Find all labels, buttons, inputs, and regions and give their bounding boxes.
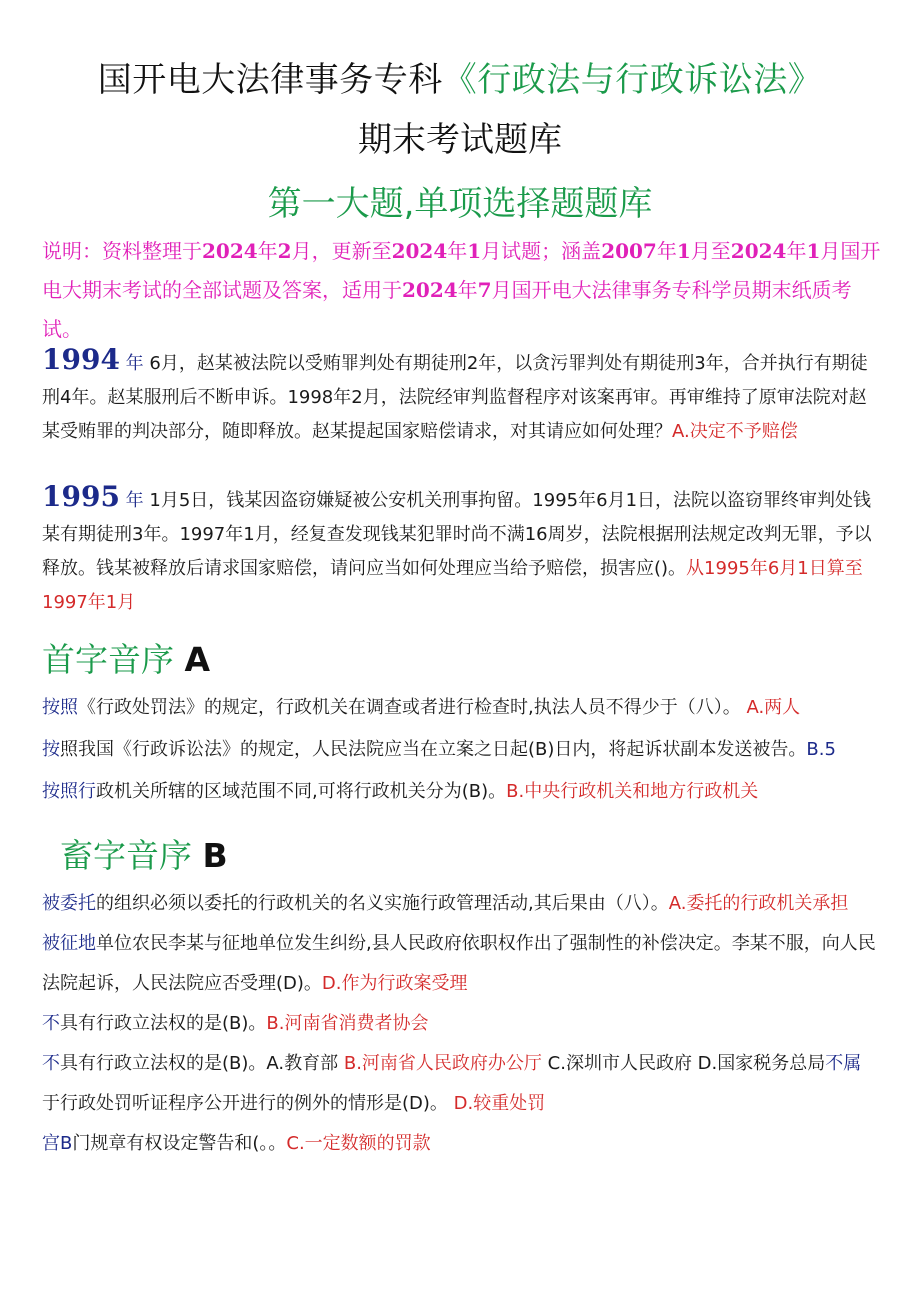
list-item: 被征地单位农民李某与征地单位发生纠纷,县人民政府依职权作出了强制性的补偿决定。李某不服，向人民法院起诉，人民法院应否受理(D)。D.作为行政案受理 xyxy=(42,933,876,994)
question-answer: 从1995年6月1日算至1997年1月 xyxy=(42,558,863,613)
document-subtitle: 期末考试题库 xyxy=(358,120,562,160)
list-item: 于行政处罚听证程序公开进行的例外的情形是(D)。 D.较重处罚 xyxy=(42,1093,546,1114)
list-item: 被委托的组织必须以委托的行政机关的名义实施行政管理活动,其后果由（八）。A.委托的行政机关承担 xyxy=(42,893,849,914)
list-item: 按照行政机关所辖的区域范围不同,可将行政机关分为(B)。B.中央行政机关和地方行政机关 xyxy=(42,781,759,802)
question-text: 1月5日，钱某因盗窃嫌疑被公安机关刑事拘留。1995年6月1日，法院以盗窃罪终审判处钱某有期徒刑3年。1997年1月，经复查发现钱某犯罪时尚不满16周岁，法院根据刑法规定改判无罪，予以释放。钱某被释放后请求国家赔偿，请问应当如何处理应当给予赔偿，损害应()。 xyxy=(42,490,872,579)
list-item: 按照我国《行政诉讼法》的规定，人民法院应当在立案之日起(B)日内，将起诉状副本发送被告。B.5 xyxy=(42,739,836,760)
list-item: 按照《行政处罚法》的规定，行政机关在调查或者进行检查时,执法人员不得少于（八）。 A.两人 xyxy=(42,697,801,718)
question-1995: 1995 年 1月5日，钱某因盗窃嫌疑被公安机关刑事拘留。1995年6月1日，法院以盗窃罪终审判处钱某有期徒刑3年。1997年1月，经复查发现钱某犯罪时尚不满16周岁，法院根据刑法规定改判无罪，予以释放。钱某被释放后请求国家赔偿，请问应当如何处理应当给予赔偿，损害应()。从1995年6月1日算至1997年1月 xyxy=(42,480,872,613)
question-year: 1995 xyxy=(42,480,120,513)
question-year: 1994 xyxy=(42,343,120,376)
question-text: 6月，赵某被法院以受贿罪判处有期徒刑2年，以贪污罪判处有期徒刑3年，合并执行有期徒刑4年。赵某服刑后不断申诉。1998年2月，法院经审判监督程序对该案再审。再审维持了原审法院对赵某受贿罪的判决部分，随即释放。赵某提起国家赔偿请求，对其请应如何处理？ xyxy=(42,353,868,442)
letter-heading-a: 首字音序 A xyxy=(42,640,211,679)
list-item: 宫B门规章有权设定警告和(。。C.一定数额的罚款 xyxy=(42,1133,431,1154)
title-prefix: 国开电大法律事务专科 xyxy=(97,60,443,100)
list-item: 不具有行政立法权的是(B)。A.教育部 B.河南省人民政府办公厅 C.深圳市人民政府 D.国家税务总局不属 xyxy=(42,1053,862,1074)
question-answer: A.决定不予赔偿 xyxy=(672,421,798,442)
question-1994: 1994 年 6月，赵某被法院以受贿罪判处有期徒刑2年，以贪污罪判处有期徒刑3年，合并执行有期徒刑4年。赵某服刑后不断申诉。1998年2月，法院经审判监督程序对该案再审。再审维持了原审法院对赵某受贿罪的判决部分，随即释放。赵某提起国家赔偿请求，对其请应如何处理？A.决定不予赔偿 xyxy=(42,343,868,442)
list-item: 不具有行政立法权的是(B)。B.河南省消费者协会 xyxy=(42,1013,429,1034)
title-course: 《行政法与行政诉讼法》 xyxy=(442,60,823,100)
document-title xyxy=(0,52,920,101)
section-title: 第一大题,单项选择题题库 xyxy=(267,184,653,224)
explanation-note: 说明：资料整理于2024年2月，更新至2024年1月试题；涵盖2007年1月至2024年1月国开电大期末考试的全部试题及答案，适用于2024年7月国开电大法律事务专科学员期末纸质考试。 xyxy=(42,239,881,341)
letter-heading-b: 畜字音序 B xyxy=(60,836,228,875)
